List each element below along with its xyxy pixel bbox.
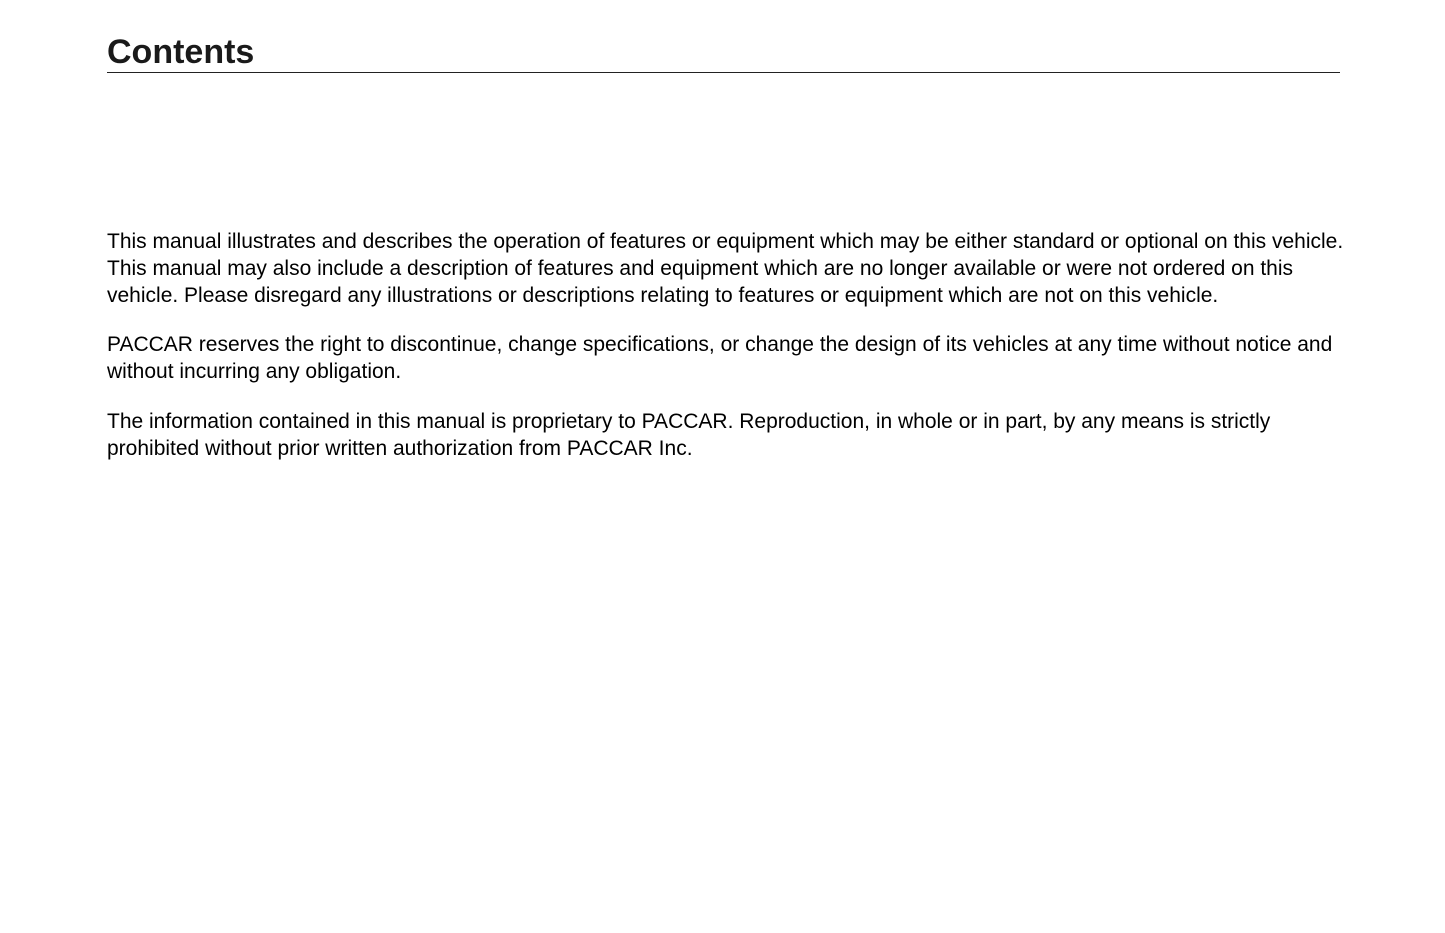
title-block bbox=[107, 32, 1340, 73]
disclaimer-paragraph-features: This manual illustrates and describes the operation of features or equipment which may be either standard or optional on this vehicle. This manual may also include a description of features and equipment which are no longer available or were not ordered on this vehicle. Please disregard any illustrations or descriptions relating to features or equipment which are not on this vehicle. bbox=[107, 230, 1344, 307]
disclaimer-paragraph-proprietary: The information contained in this manual is proprietary to PACCAR. Reproduction, in whole or in part, by any means is strictly prohibited without prior written authorization from PACCAR Inc. bbox=[107, 410, 1271, 460]
page-title: Contents bbox=[107, 33, 255, 71]
disclaimer-paragraph-rights: PACCAR reserves the right to discontinue, change specifications, or change the design of its vehicles at any time without notice and without incurring any obligation. bbox=[107, 333, 1333, 383]
body-text bbox=[107, 228, 1347, 484]
